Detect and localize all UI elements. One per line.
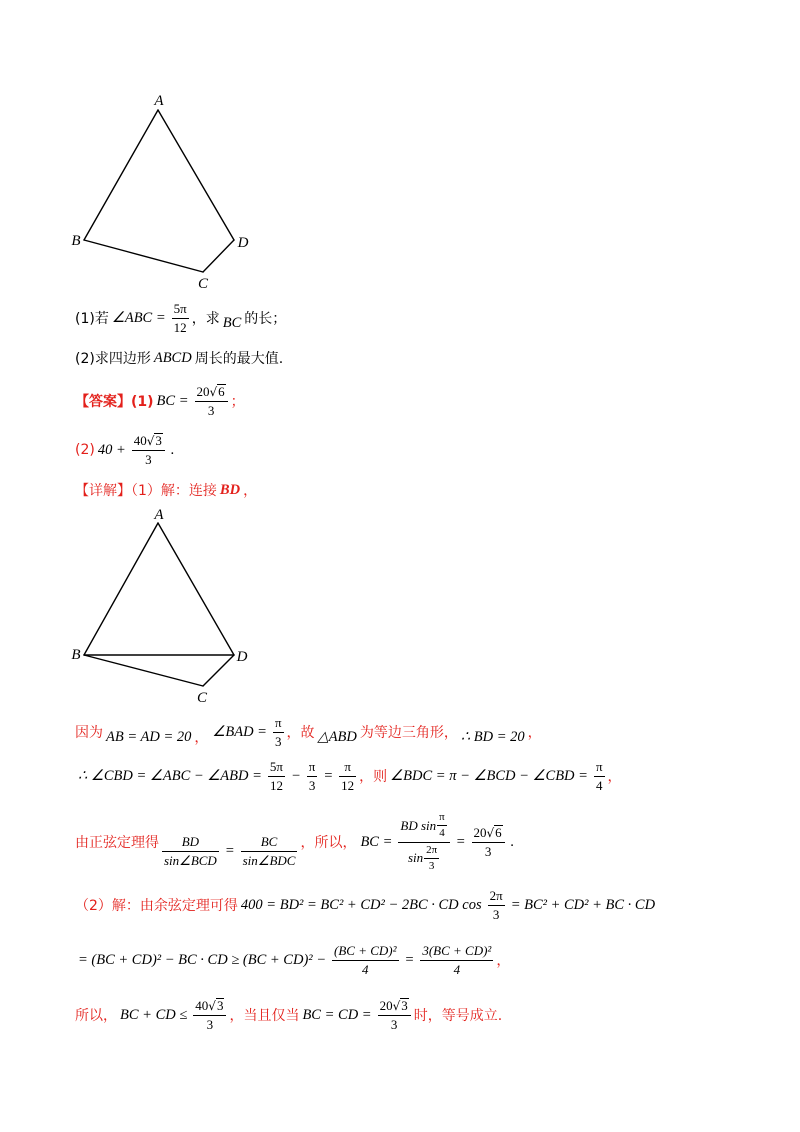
step-5-operator-equals: = [404,951,415,968]
detail-end: ， [243,483,258,499]
fraction-numerator [472,825,505,843]
fraction-numerator [398,811,449,842]
question-1-prefix: (1)若 [75,311,109,327]
answer-2-end: . [170,441,175,458]
radicand: 6 [218,384,225,400]
step-1-expression-4: ∴ BD = 20 [460,728,525,745]
edge-ad [158,110,234,240]
quadrilateral-variable: ABCD [153,349,192,366]
fraction-denominator: 4 [595,777,603,793]
edge-bc [84,240,203,272]
sine-ratio-fraction [398,811,449,873]
fraction-denominator: sin∠BCD [164,852,217,868]
vertex-label-a: A [154,507,164,523]
solution-step-2 [75,754,622,798]
question-2 [75,336,283,380]
fraction-numerator: π [307,759,318,777]
quadrilateral-diagonal-figure [60,505,260,705]
fraction-denominator: 3 [207,402,215,418]
step-2-expression-2: ∠BDC = π − ∠BCD − ∠CBD = [390,767,588,784]
angle-abc-fraction [172,301,189,335]
two-pi-over-3-fraction [424,844,439,873]
angle-bad-fraction [273,715,284,749]
square-root [393,998,409,1013]
coefficient: 20 [196,383,210,399]
fraction-denominator: 4 [439,827,445,840]
step-6-expression-2: BC = CD = [302,1006,372,1023]
question-1-suffix: 的长； [244,311,287,327]
fraction-denominator: 3 [206,1016,214,1032]
radical-sign: √ [392,998,401,1013]
fraction-denominator: sin∠BDC [242,852,296,868]
step-3-text-2: ，所以， [300,835,357,851]
coefficient: 20 [379,997,393,1013]
edge-bc [84,655,203,686]
question-1 [75,296,286,340]
answer-2-tag: (2) [75,442,95,458]
edge-ad [158,523,234,655]
step-1-expression-3: △ABD [317,728,357,745]
fraction-numerator: 2π [424,844,439,859]
sine-law-fraction-2 [241,834,298,868]
fraction-denominator: 3 [484,843,492,859]
solution-step-5 [75,938,510,982]
question-1-middle: ，求 [191,311,220,327]
denominator-text: sin [407,850,424,866]
fraction-numerator: π [437,811,447,826]
step-1-expression-2: ∠BAD = [212,723,267,740]
fraction-numerator [195,384,228,402]
step-6-fraction-1 [193,998,226,1032]
solution-step-4 [75,883,658,927]
fraction-numerator [378,998,411,1016]
solution-step-3 [75,810,517,874]
step-1-text-5: ， [527,725,542,741]
step-5-fraction-1 [332,943,399,977]
answer-2-fraction [132,433,165,467]
fraction-numerator: (BC + CD)² [332,943,399,961]
square-root [487,825,503,840]
fraction-numerator [132,433,165,451]
edge-ab [84,523,158,655]
quadrilateral-figure [60,88,260,293]
radicand: 3 [401,998,408,1014]
vertex-label-a: A [154,93,164,109]
fraction-denominator: 3 [308,777,316,793]
fraction-numerator: 3(BC + CD)² [420,943,493,961]
detail-tag: 【详解】（1）解：连接 [75,483,217,499]
vertex-label-d: D [236,649,248,665]
fraction-denominator: 3 [428,859,435,872]
question-2-prefix: (2)求四边形 [75,351,151,367]
radical-sign: √ [146,433,155,448]
radicand: 3 [155,433,162,449]
fraction-numerator: π [273,715,284,733]
step-1-text-4: 为等边三角形， [359,725,458,741]
fraction-denominator: 12 [269,777,283,793]
vertex-label-d: D [237,235,249,251]
step-3-expression-1: BC = [360,833,393,850]
square-root [210,384,226,399]
fraction-numerator: 2π [488,888,505,906]
step-4-expression-1: 400 = BD² = BC² + CD² − 2BC · CD cos [240,896,482,913]
coefficient: 40 [195,997,209,1013]
fraction-denominator: 3 [145,451,152,467]
fraction-numerator: 5π [172,301,189,319]
edge-cd [203,655,234,686]
step-6-fraction-2 [378,998,411,1032]
numerator-text: BD sin [400,818,437,834]
step-2-fraction-2 [307,759,318,793]
fraction-denominator: 4 [362,961,369,977]
step-2-fraction-1 [268,759,285,793]
answer-tag: 【答案】(1) [75,394,154,410]
fraction-denominator: 12 [173,319,187,335]
step-2-expression-1: ∴ ∠CBD = ∠ABC − ∠ABD = [78,767,262,784]
radicand: 3 [216,998,224,1014]
step-2-text-2: ， [607,769,622,785]
segment-bd-variable: BD [219,481,241,498]
coefficient: 20 [473,824,487,840]
edge-ab [84,110,158,240]
step-2-text-1: ，则 [359,769,388,785]
vertex-label-b: B [71,233,81,249]
fraction-denominator: 4 [453,961,461,977]
angle-abc-expression: ∠ABC = [111,309,166,326]
step-5-text-1: ， [496,953,511,969]
step-2-fraction-3 [339,759,356,793]
step-2-operator-minus: − [290,767,301,784]
fraction-numerator: BC [241,834,298,852]
step-3-text-1: 由正弦定理得 [75,835,159,851]
side-bc-variable: BC [222,314,242,331]
answer-2 [75,428,178,472]
step-6-expression-1: BC + CD ≤ [120,1006,188,1023]
fraction-denominator [398,843,449,873]
fraction-numerator: BD [162,834,219,852]
step-1-text-2: ， [194,730,209,746]
coefficient: 40 [133,432,147,448]
fraction-denominator: 3 [492,906,500,922]
step-1-text-3: ，故 [286,725,315,741]
radical-sign: √ [208,998,216,1013]
radical-sign: √ [209,384,218,399]
step-3-operator-equals-1: = [224,842,235,859]
step-6-text-1: 所以， [75,1008,117,1024]
square-root [147,433,163,448]
step-6-text-2: ，当且仅当 [229,1008,300,1024]
answer-2-expression: 40 + [97,441,126,458]
step-1-expression-1: AB = AD = 20 [106,728,192,745]
radical-sign: √ [486,825,495,840]
fraction-denominator: 12 [341,777,355,793]
fraction-numerator: π [594,759,605,777]
step-5-fraction-2 [420,943,493,977]
fraction-numerator: π [339,759,356,777]
step-4-expression-2: = BC² + CD² + BC · CD [510,896,656,913]
edge-cd [203,240,234,272]
square-root [208,998,224,1013]
fraction-numerator [193,998,226,1016]
step-3-operator-equals-2: = [455,833,466,850]
solution-step-1 [75,710,542,754]
fraction-numerator: 5π [268,759,285,777]
vertex-label-c: C [196,690,208,705]
cosine-angle-fraction [488,888,505,922]
step-2-operator-equals: = [323,767,334,784]
vertex-label-c: C [197,276,209,292]
question-2-suffix: 周长的最大值. [194,351,284,367]
step-1-text-1: 因为 [75,725,103,741]
answer-1 [75,379,245,423]
vertex-label-b: B [71,647,81,663]
step-3-end: . [510,833,515,850]
step-4-text-1: （2）解：由余弦定理可得 [75,898,238,914]
fraction-denominator: 3 [390,1016,398,1032]
sine-law-fraction-1 [162,834,219,868]
pi-over-4-fraction [437,811,447,840]
answer-1-fraction [195,384,228,418]
step-6-text-3: 时，等号成立. [413,1008,503,1024]
answer-1-expression: BC = [156,392,189,409]
step-3-result-fraction [472,825,505,859]
solution-step-6 [75,993,502,1037]
fraction-denominator: 3 [275,733,282,749]
answer-1-end: ； [230,394,245,410]
step-5-expression-1: = (BC + CD)² − BC · CD ≥ (BC + CD)² − [78,951,327,968]
radicand: 6 [495,825,502,841]
step-2-fraction-4 [594,759,605,793]
